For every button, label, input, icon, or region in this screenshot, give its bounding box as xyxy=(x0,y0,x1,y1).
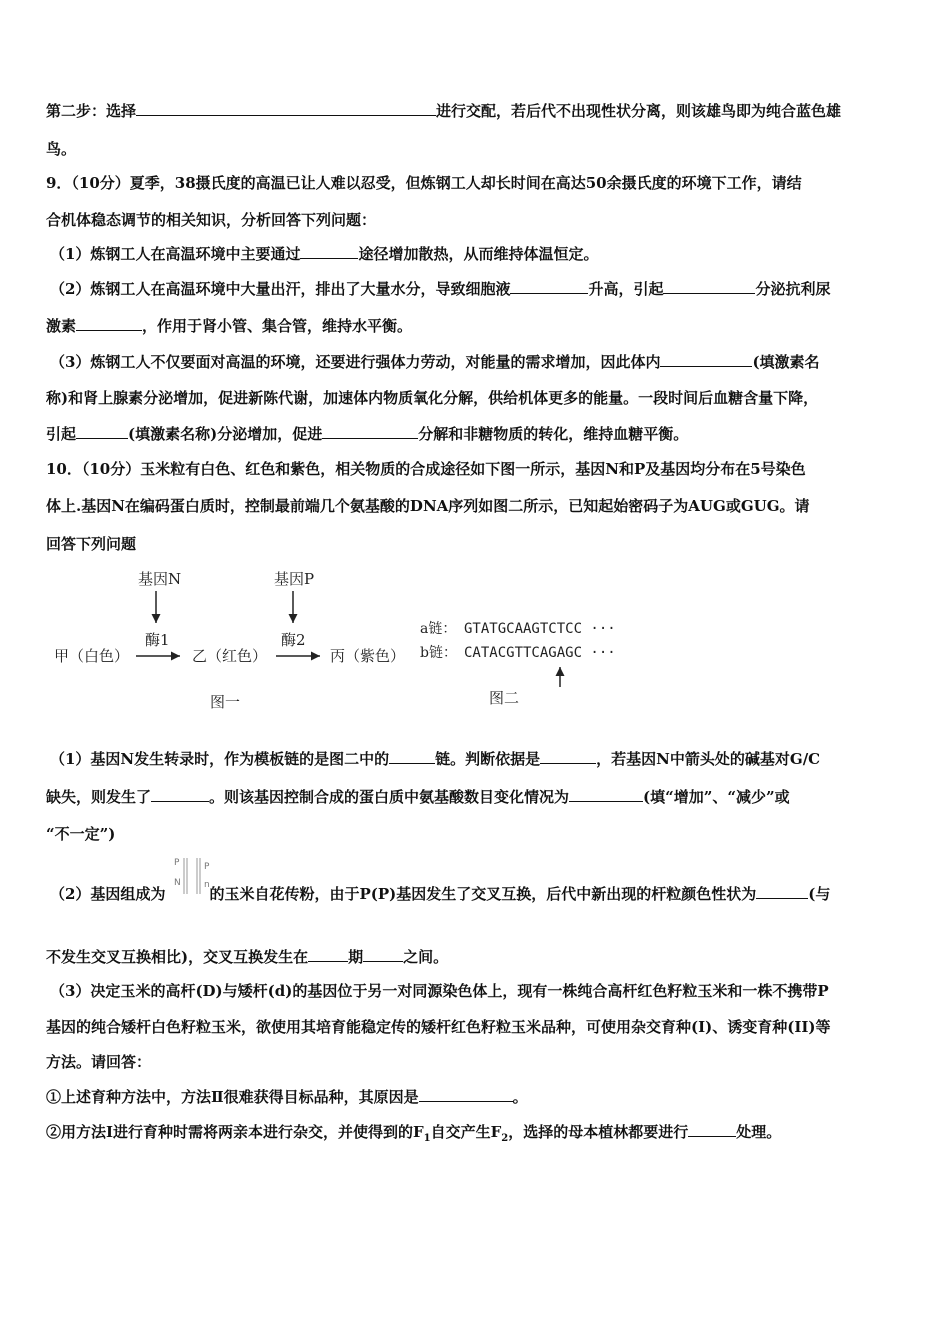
figure-2-caption: 图二 xyxy=(489,689,520,707)
figure-1-caption: 图一 xyxy=(210,693,241,711)
text: 自交产生F xyxy=(430,1123,502,1141)
subscript: 1 xyxy=(423,1133,431,1144)
text: （3）炼钢工人不仅要面对高温的环境，还要进行强体力劳动，对能量的需求增加，因此体内 xyxy=(50,353,661,371)
q10-heading-cont xyxy=(46,495,908,517)
substance-yi: 乙（红色） xyxy=(192,647,268,665)
question-9-stem: 9．（10分）夏季，38摄氏度的高温已让人难以忍受，但炼钢工人却长时间在高达50余摄氏度的环境下工作，请结 xyxy=(46,174,802,192)
text: 不发生交叉互换相比)，交叉互换发生在 xyxy=(46,948,309,966)
q10-part3-sub2 xyxy=(46,1121,908,1150)
text: 期 xyxy=(348,948,364,966)
allele-label: n xyxy=(204,880,210,890)
gene-p-label: 基因P xyxy=(274,570,315,588)
text: 。则该基因控制合成的蛋白质中氨基酸数目变化情况为 xyxy=(209,788,570,806)
text: (与 xyxy=(808,885,831,903)
substance-jia: 甲（白色） xyxy=(54,647,130,665)
text: 回答下列问题 xyxy=(46,535,137,553)
text: 分泌抗利尿 xyxy=(755,280,831,298)
text: 链。判断依据是 xyxy=(435,750,541,768)
answer-blank xyxy=(308,946,348,962)
q10-part3-cont xyxy=(46,1016,908,1038)
text: 体上.基因N在编码蛋白质时，控制最前端几个氨基酸的DNA序列如图二所示，已知起始密码子为AUG或GUG。请 xyxy=(46,497,810,515)
text: （3）决定玉米的高杆(D)与矮杆(d)的基因位于另一对同源染色体上，现有一株纯合高杆红色籽粒玉米和一株不携带P xyxy=(50,982,829,1000)
answer-blank xyxy=(363,946,403,962)
text: 引起 xyxy=(46,425,77,443)
answer-blank xyxy=(419,1086,513,1102)
text: （2）基因组成为 xyxy=(50,885,166,903)
text: ，作用于肾小管、集合管，维持水平衡。 xyxy=(142,317,413,335)
answer-blank xyxy=(151,786,209,802)
allele-label: P xyxy=(204,862,210,872)
answer-blank xyxy=(663,278,755,294)
text: 方法。请回答： xyxy=(46,1053,152,1071)
answer-blank xyxy=(660,351,752,367)
q10-heading xyxy=(46,458,908,480)
text: 激素 xyxy=(46,317,77,335)
strand-a-label: a链： xyxy=(420,621,457,637)
text: 鸟。 xyxy=(46,140,77,158)
q9-part1 xyxy=(50,243,912,265)
text: （1）炼钢工人在高温环境中主要通过 xyxy=(50,245,301,263)
subscript: 2 xyxy=(501,1133,509,1144)
q10-part1-cont xyxy=(46,786,908,808)
strand-b-label: b链： xyxy=(420,645,457,661)
answer-blank xyxy=(688,1121,736,1137)
text: 基因的纯合矮杆白色籽粒玉米，欲使用其培育能稳定传的矮杆红色籽粒玉米品种，可使用杂交育种(I)、诱变育种(II)等 xyxy=(46,1018,831,1036)
text: 处理。 xyxy=(736,1123,782,1141)
text: (填“增加”、“减少”或 xyxy=(643,788,790,806)
text: 的玉米自花传粉，由于P(P)基因发生了交叉互换，后代中新出现的杆粒颜色性状为 xyxy=(209,885,757,903)
line-step2-cont xyxy=(46,138,908,160)
text: 合机体稳态调节的相关知识，分析回答下列问题： xyxy=(46,211,377,229)
gene-n-label: 基因N xyxy=(138,570,182,588)
allele-label: P xyxy=(174,858,180,868)
q10-part3-cont2 xyxy=(46,1051,908,1073)
text: 升高，引起 xyxy=(588,280,664,298)
question-10-stem: 10．（10分）玉米粒有白色、红色和紫色，相关物质的合成途径如下图一所示，基因N和P及基因均分布在5号染色 xyxy=(46,460,806,478)
pathway-figure xyxy=(46,565,646,725)
enzyme-2-label: 酶2 xyxy=(281,631,306,649)
q10-heading-cont2 xyxy=(46,533,908,555)
text: ①上述育种方法中，方法Ⅱ很难获得目标品种，其原因是 xyxy=(46,1088,419,1106)
strand-a-sequence: GTATGCAAGTCTCC ··· xyxy=(464,621,616,637)
text: 缺失，则发生了 xyxy=(46,788,152,806)
text: 。 xyxy=(512,1088,528,1106)
q9-part3 xyxy=(50,351,912,373)
q9-heading xyxy=(46,172,908,194)
substance-bing: 丙（紫色） xyxy=(330,647,406,665)
text: 进行交配，若后代不出现性状分离，则该雄鸟即为纯合蓝色雄 xyxy=(436,102,842,120)
allele-label: N xyxy=(174,878,181,888)
text: （2）炼钢工人在高温环境中大量出汗，排出了大量水分，导致细胞液 xyxy=(50,280,511,298)
q9-heading-cont xyxy=(46,209,908,231)
q10-part3 xyxy=(50,980,912,1002)
answer-blank xyxy=(569,786,643,802)
text: “不一定”) xyxy=(46,825,116,843)
text: 之间。 xyxy=(403,948,449,966)
q10-part2-cont xyxy=(46,946,908,968)
q9-part3-cont2 xyxy=(46,423,908,445)
answer-blank xyxy=(540,748,596,764)
text: 称)和肾上腺素分泌增加，促进新陈代谢，加速体内物质氧化分解，供给机体更多的能量。一段时间后血糖含量下降， xyxy=(46,389,819,407)
text: ，若基因N中箭头处的碱基对G/C xyxy=(596,750,821,768)
text: ②用方法I进行育种时需将两亲本进行杂交，并使得到的F xyxy=(46,1123,424,1141)
q9-part3-cont xyxy=(46,387,908,409)
strand-b-sequence: CATACGTTCAGAGC ··· xyxy=(464,645,616,661)
answer-blank xyxy=(136,100,436,116)
text: ，选择的母本植林都要进行 xyxy=(508,1123,689,1141)
text: (填激素名 xyxy=(752,353,820,371)
text: 分解和非糖物质的转化，维持血糖平衡。 xyxy=(418,425,689,443)
text: (填激素名称)分泌增加，促进 xyxy=(128,425,323,443)
q9-part2-cont xyxy=(46,315,908,337)
answer-blank xyxy=(322,423,418,439)
line-step2 xyxy=(46,100,908,122)
text: 途径增加散热，从而维持体温恒定。 xyxy=(358,245,599,263)
answer-blank xyxy=(300,243,358,259)
q10-part3-sub1 xyxy=(46,1086,908,1108)
q10-part1 xyxy=(50,748,912,770)
q10-part1-cont2 xyxy=(46,823,908,845)
answer-blank xyxy=(389,748,435,764)
enzyme-1-label: 酶1 xyxy=(145,631,170,649)
text: 第二步：选择 xyxy=(46,102,137,120)
q9-part2 xyxy=(50,278,912,300)
q10-part2 xyxy=(50,883,912,905)
text: （1）基因N发生转录时，作为模板链的是图二中的 xyxy=(50,750,390,768)
answer-blank xyxy=(76,315,142,331)
answer-blank xyxy=(756,883,808,899)
answer-blank xyxy=(510,278,588,294)
answer-blank xyxy=(76,423,128,439)
